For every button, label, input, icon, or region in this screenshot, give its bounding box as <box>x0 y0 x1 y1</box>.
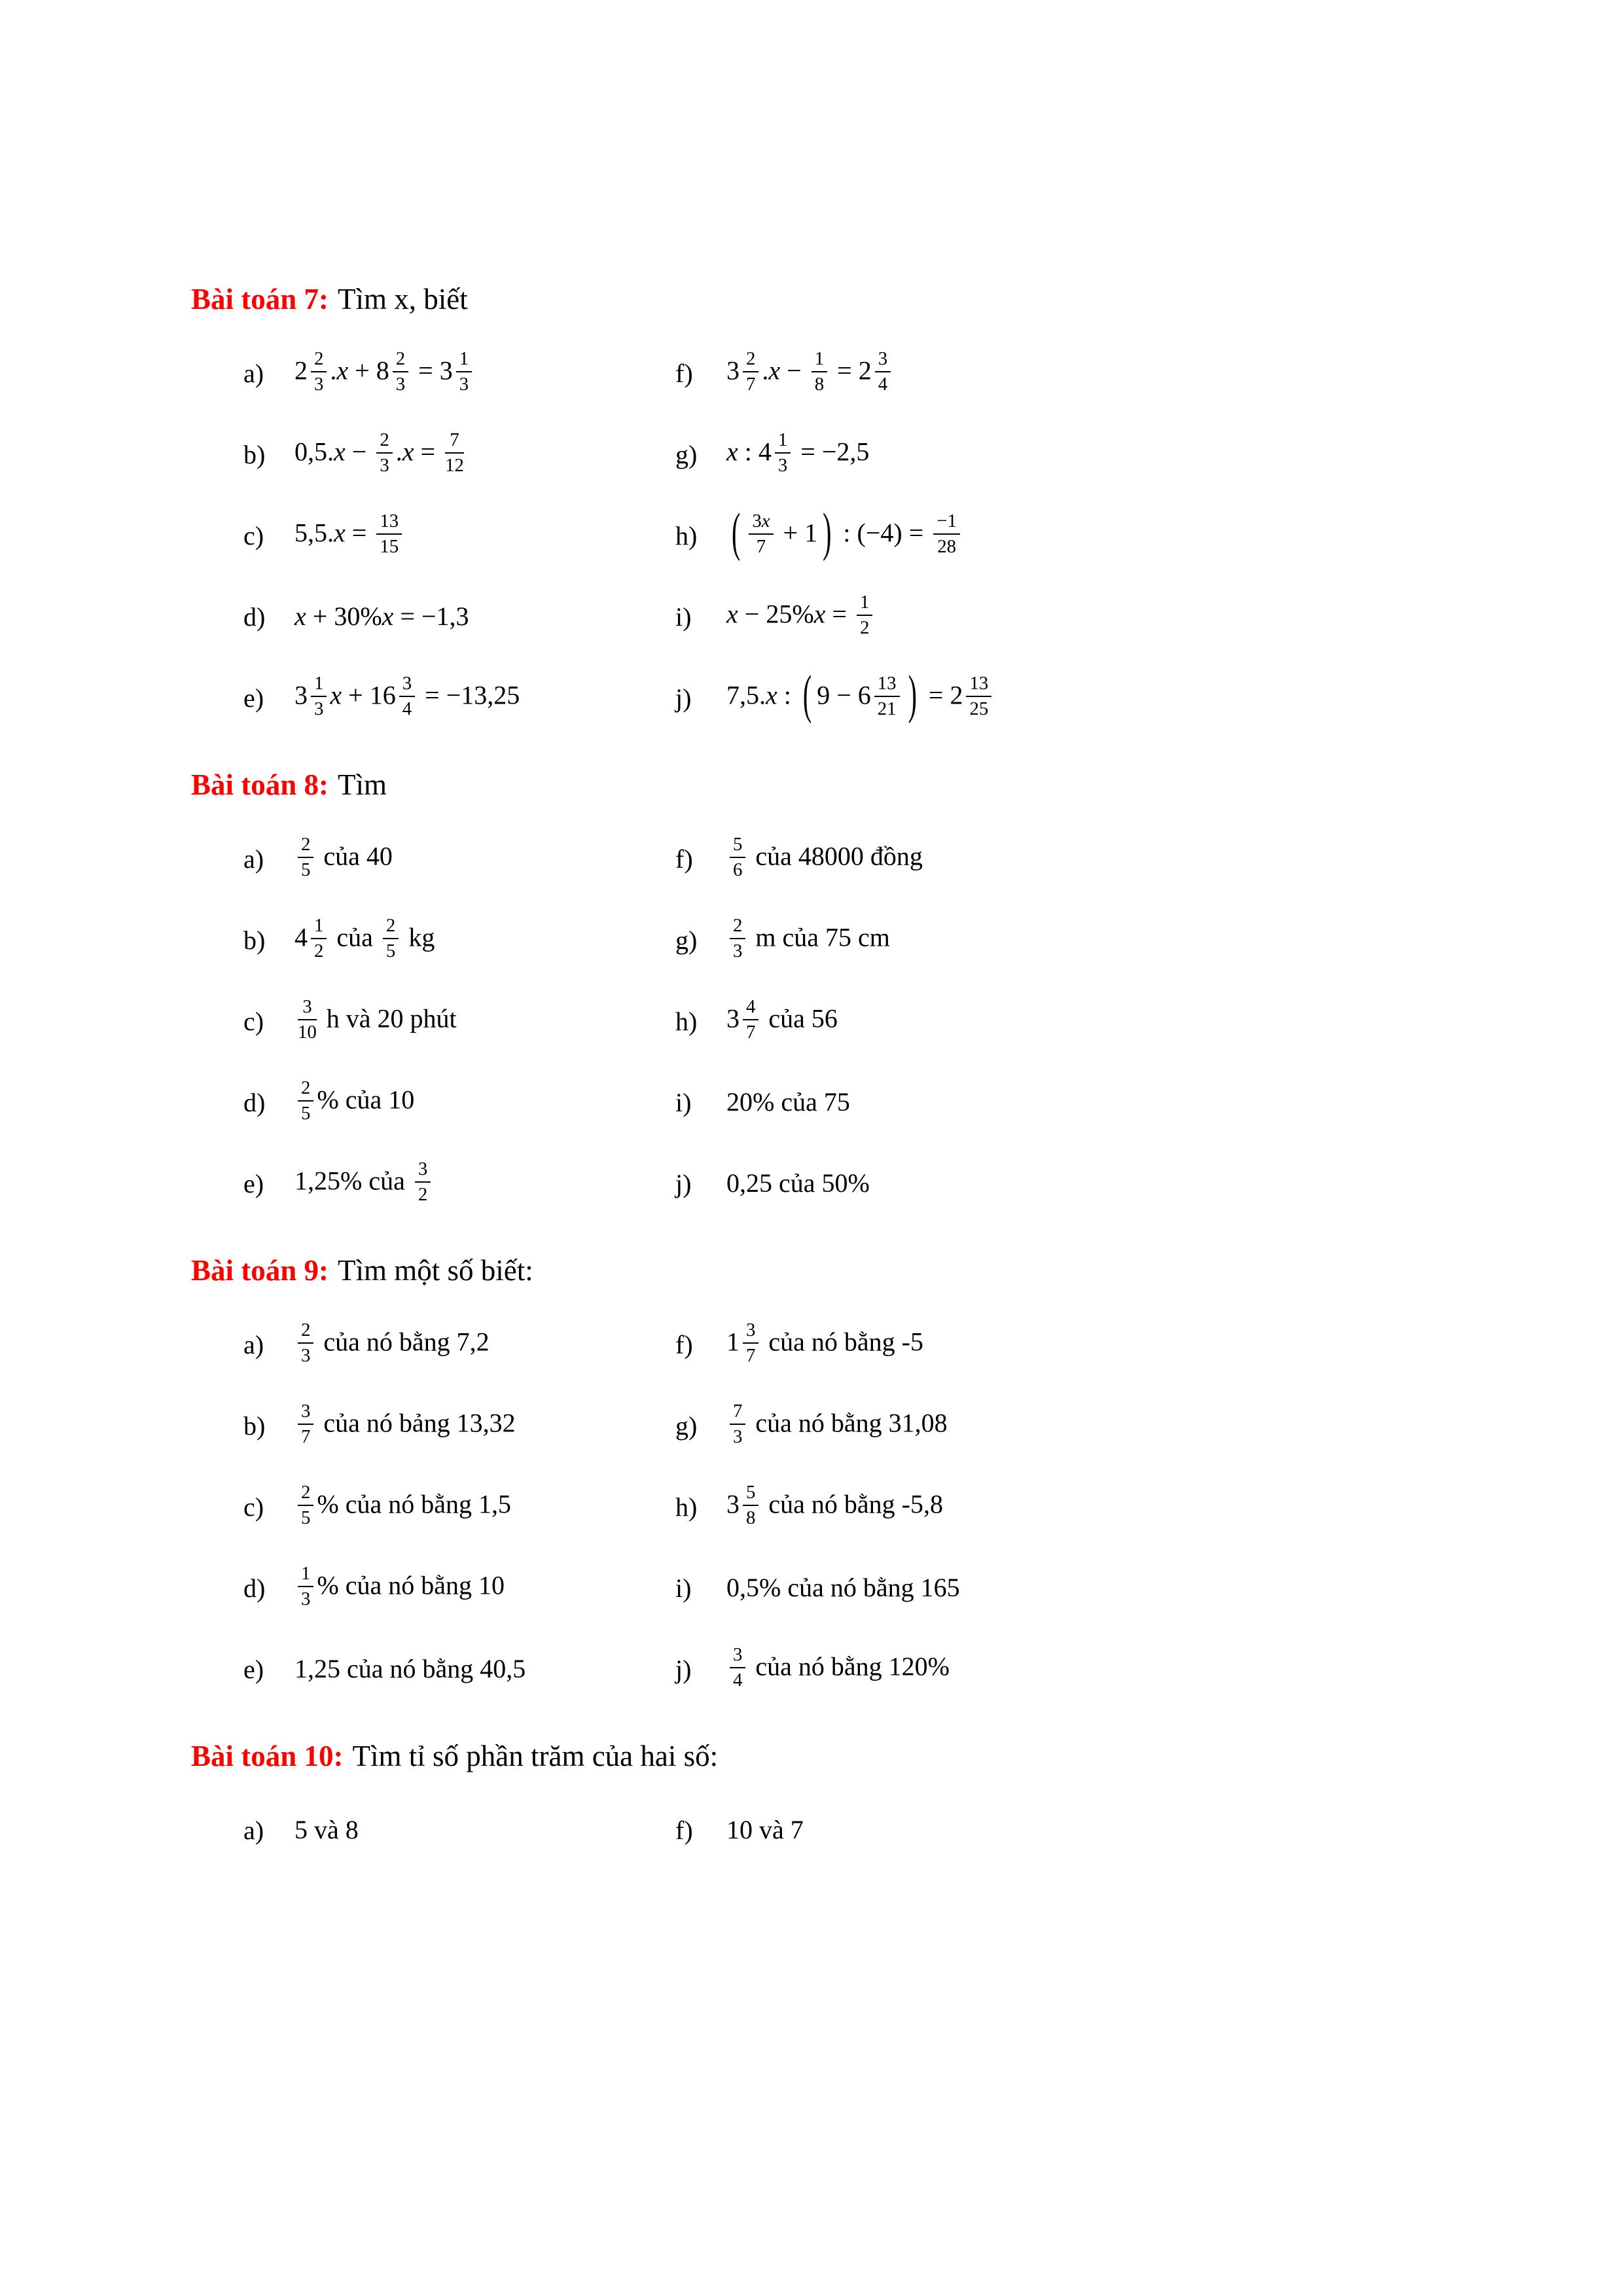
section-title: Tìm tỉ số phần trăm của hai số: <box>352 1740 719 1772</box>
item-left <box>243 1565 675 1611</box>
big-paren-open: ( <box>802 664 812 725</box>
item-left <box>243 675 675 721</box>
item-right <box>675 1403 1459 1449</box>
item-letter: i) <box>675 601 692 632</box>
item-expression: 1,25 của nó bằng 40,5 <box>294 1654 526 1683</box>
section-title: Tìm một số biết: <box>338 1254 533 1287</box>
fraction: $\frac{1}{2}$ <box>857 592 872 638</box>
variable-x: x <box>382 601 394 631</box>
item-right <box>675 1571 1459 1604</box>
problem-section <box>191 281 1459 730</box>
fraction: $\frac{1}{3}$ <box>775 429 791 476</box>
fraction: $\frac{4}{7}$ <box>743 996 758 1043</box>
item-row <box>243 988 1459 1054</box>
big-paren-close: ) <box>908 664 917 725</box>
item-right <box>675 836 1459 882</box>
item-left <box>243 1814 675 1846</box>
item-left <box>243 431 675 478</box>
variable-x: x <box>766 680 777 710</box>
item-expression: $\frac{2}{5}$ của 40 <box>294 836 393 882</box>
section-title: Tìm <box>338 768 387 801</box>
item-row <box>243 1393 1459 1458</box>
item-row <box>243 422 1459 487</box>
variable-x: x <box>761 511 770 532</box>
item-row <box>243 340 1459 406</box>
item-expression: 5 và 8 <box>294 1815 359 1844</box>
fraction: $\frac{2}{5}$ <box>298 1077 313 1124</box>
item-letter: g) <box>675 1410 698 1441</box>
item-expression: $\frac{1}{3}$ % của nó bằng 10 <box>294 1565 505 1611</box>
item-expression: 3 $\frac{2}{7}$ .x − $\frac{1}{8}$ = 2 $\frac{3}{4}$ <box>726 350 894 397</box>
item-left <box>243 1079 675 1126</box>
variable-x: x <box>330 680 342 710</box>
item-row <box>243 1474 1459 1539</box>
item-letter: i) <box>675 1573 692 1603</box>
item-letter: c) <box>243 1492 264 1522</box>
fraction: $\frac{3}{4}$ <box>399 673 415 719</box>
fraction: $\frac{13}{25}$ <box>966 673 991 719</box>
item-expression: 0,5.x − $\frac{2}{3}$ .x = $\frac{7}{12}$ <box>294 429 464 476</box>
variable-x: x <box>402 437 414 467</box>
item-expression: 4 $\frac{1}{2}$ của $\frac{2}{5}$ kg <box>294 915 435 961</box>
item-expression: 3 $\frac{4}{7}$ của 56 <box>726 996 838 1043</box>
item-letter: f) <box>675 1815 693 1845</box>
item-expression: 5,5.x = $\frac{13}{15}$ <box>294 512 405 559</box>
item-row <box>243 1797 1459 1863</box>
item-row <box>243 1312 1459 1377</box>
item-row <box>243 1555 1459 1621</box>
variable-x: x <box>813 599 826 629</box>
item-row <box>243 907 1459 973</box>
item-letter: j) <box>675 1654 692 1684</box>
item-letter: c) <box>243 1006 264 1036</box>
item-expression: $\frac{3}{7}$ của nó bảng 13,32 <box>294 1403 516 1449</box>
item-letter: h) <box>675 1006 698 1036</box>
fraction: $\frac{1}{3}$ <box>311 673 327 719</box>
item-right <box>675 664 1459 725</box>
problem-section <box>191 767 1459 1216</box>
item-letter: h) <box>675 520 698 550</box>
item-right <box>675 1321 1459 1368</box>
variable-x: x <box>334 437 346 467</box>
fraction: $\frac{3}{4}$ <box>875 348 891 395</box>
problem-items <box>243 340 1459 730</box>
fraction: $\frac{3}{7}$ <box>743 1319 758 1366</box>
fraction: $\frac{2}{3}$ <box>298 1319 313 1366</box>
fraction: $\frac{13}{21}$ <box>874 673 900 719</box>
item-letter: d) <box>243 601 266 632</box>
item-expression: $\frac{2}{5}$ % của nó bằng 1,5 <box>294 1484 511 1530</box>
fraction: $\frac{2}{7}$ <box>743 348 758 395</box>
item-expression: x : 4 $\frac{1}{3}$ = −2,5 <box>726 429 870 476</box>
item-expression: $\frac{7}{3}$ của nó bằng 31,08 <box>726 1403 948 1449</box>
item-left <box>243 1484 675 1530</box>
item-letter: f) <box>675 844 693 874</box>
item-left <box>243 998 675 1045</box>
problem-section <box>191 1738 1459 1863</box>
item-left <box>243 600 675 633</box>
item-row <box>243 584 1459 649</box>
fraction: $\frac{2}{5}$ <box>383 915 399 961</box>
item-row <box>243 503 1459 568</box>
item-left <box>243 1653 675 1685</box>
item-expression: $\frac{2}{3}$ của nó bằng 7,2 <box>294 1321 490 1368</box>
fraction: $\frac{3}{4}$ <box>730 1644 745 1691</box>
item-row <box>243 1069 1459 1135</box>
item-letter: f) <box>675 358 693 388</box>
item-right <box>675 1814 1459 1846</box>
item-letter: j) <box>675 1168 692 1198</box>
item-letter: a) <box>243 1329 264 1359</box>
item-letter: g) <box>675 925 698 955</box>
fraction: $\frac{7}{12}$ <box>445 429 464 476</box>
item-expression: 0,5% của nó bằng 165 <box>726 1573 960 1602</box>
fraction: $\frac{2}{5}$ <box>298 1482 313 1528</box>
item-expression: $\frac{2}{5}$ % của 10 <box>294 1079 414 1126</box>
item-left <box>243 350 675 397</box>
item-expression: $\frac{3}{4}$ của nó bằng 120% <box>726 1646 950 1693</box>
item-letter: a) <box>243 358 264 388</box>
item-right <box>675 594 1459 640</box>
item-letter: e) <box>243 1168 264 1198</box>
variable-x: x <box>768 355 781 386</box>
fraction: $\frac{5}{8}$ <box>743 1482 758 1528</box>
fraction: $\frac{-1}{28}$ <box>933 511 960 557</box>
section-title: Tìm x, biết <box>338 283 468 315</box>
item-expression: $\frac{3}{10}$ h và 20 phút <box>298 996 457 1043</box>
variable-x: x <box>334 518 346 548</box>
fraction: $\frac{7}{3}$ <box>730 1401 745 1447</box>
item-left <box>243 1160 675 1207</box>
fraction: $\frac{1}{3}$ <box>298 1563 313 1609</box>
fraction: $\frac{2}{3}$ <box>730 915 745 961</box>
fraction: $\frac{5}{6}$ <box>730 834 745 880</box>
item-expression: $\frac{5}{6}$ của 48000 đồng <box>726 836 923 882</box>
item-row <box>243 826 1459 891</box>
item-letter: b) <box>243 439 266 469</box>
item-letter: d) <box>243 1087 266 1117</box>
fraction: $\frac{1}{8}$ <box>812 348 827 395</box>
item-right <box>675 350 1459 397</box>
fraction: $\frac{2}{3}$ <box>311 348 327 395</box>
item-left <box>243 836 675 882</box>
item-expression: 7,5.x : ( 9 − 6 $\frac{13}{21}$ ) = 2 $\frac{13}{25}$ <box>726 675 995 721</box>
item-right <box>675 1484 1459 1530</box>
item-expression: x + 30%x = −1,3 <box>294 601 469 631</box>
item-right <box>675 998 1459 1045</box>
problem-section <box>191 1253 1459 1702</box>
item-letter: c) <box>243 520 264 550</box>
item-right <box>675 1086 1459 1119</box>
item-letter: e) <box>243 1654 264 1684</box>
item-left <box>243 917 675 963</box>
item-left <box>243 1403 675 1449</box>
item-expression: 10 và 7 <box>726 1815 804 1844</box>
section-heading <box>191 767 1459 802</box>
variable-x: x <box>294 601 306 631</box>
item-expression: x − 25%x = $\frac{1}{2}$ <box>726 594 876 640</box>
section-label: Bài toán 10: <box>191 1740 344 1772</box>
item-letter: a) <box>243 1815 264 1845</box>
item-letter: b) <box>243 1410 266 1441</box>
item-left <box>243 1321 675 1368</box>
item-expression: $\frac{2}{3}$ m của 75 cm <box>726 917 890 963</box>
item-expression: 3 $\frac{1}{3}$ x + 16 $\frac{3}{4}$ = −13,25 <box>294 673 520 719</box>
section-label: Bài toán 9: <box>191 1254 329 1287</box>
section-heading <box>191 1253 1459 1288</box>
fraction: $\frac{1}{2}$ <box>311 915 327 961</box>
item-expression: 3 $\frac{5}{8}$ của nó bằng -5,8 <box>726 1482 943 1528</box>
item-expression: ( $\frac{3x}{7}$ + 1 ) : (−4) = $\frac{-1}{28}$ <box>726 512 963 559</box>
variable-x: x <box>726 599 738 629</box>
fraction: $\frac{2}{3}$ <box>376 429 392 476</box>
problem-items <box>243 1312 1459 1702</box>
item-letter: g) <box>675 439 698 469</box>
item-expression: 1,25% của $\frac{3}{2}$ <box>294 1160 434 1207</box>
big-paren-open: ( <box>732 501 741 562</box>
item-right <box>675 501 1459 562</box>
item-letter: b) <box>243 925 266 955</box>
variable-x: x <box>336 355 349 386</box>
item-expression: 20% của 75 <box>726 1087 850 1117</box>
big-paren-close: ) <box>823 501 832 562</box>
item-left <box>243 512 675 559</box>
item-expression: 1 $\frac{3}{7}$ của nó bằng -5 <box>726 1319 923 1366</box>
item-right <box>675 917 1459 963</box>
problem-items <box>243 1797 1459 1863</box>
item-right <box>675 431 1459 478</box>
fraction: $\frac{3x}{7}$ <box>749 511 773 557</box>
item-letter: e) <box>243 683 264 713</box>
variable-x: x <box>726 437 738 467</box>
section-label: Bài toán 7: <box>191 283 329 315</box>
item-right <box>675 1646 1459 1693</box>
item-letter: d) <box>243 1573 266 1603</box>
item-letter: j) <box>675 683 692 713</box>
item-right <box>675 1167 1459 1200</box>
item-row <box>243 1636 1459 1702</box>
section-heading <box>191 281 1459 317</box>
fraction: $\frac{1}{3}$ <box>456 348 472 395</box>
item-letter: a) <box>243 844 264 874</box>
fraction: $\frac{2}{3}$ <box>393 348 408 395</box>
item-letter: h) <box>675 1492 698 1522</box>
fraction: $\frac{2}{5}$ <box>298 834 313 880</box>
item-row <box>243 1151 1459 1216</box>
item-expression: 2 $\frac{2}{3}$ .x + 8 $\frac{2}{3}$ = 3 $\frac{1}{3}$ <box>294 350 475 397</box>
item-row <box>243 665 1459 730</box>
fraction: $\frac{3}{10}$ <box>298 996 317 1043</box>
section-label: Bài toán 8: <box>191 768 329 801</box>
item-letter: f) <box>675 1329 693 1359</box>
fraction: $\frac{3}{2}$ <box>415 1158 431 1205</box>
item-letter: i) <box>675 1087 692 1117</box>
problem-items <box>243 826 1459 1216</box>
item-expression: 0,25 của 50% <box>726 1168 870 1198</box>
section-heading <box>191 1738 1459 1774</box>
fraction: $\frac{13}{15}$ <box>376 511 402 557</box>
fraction: $\frac{3}{7}$ <box>298 1401 313 1447</box>
